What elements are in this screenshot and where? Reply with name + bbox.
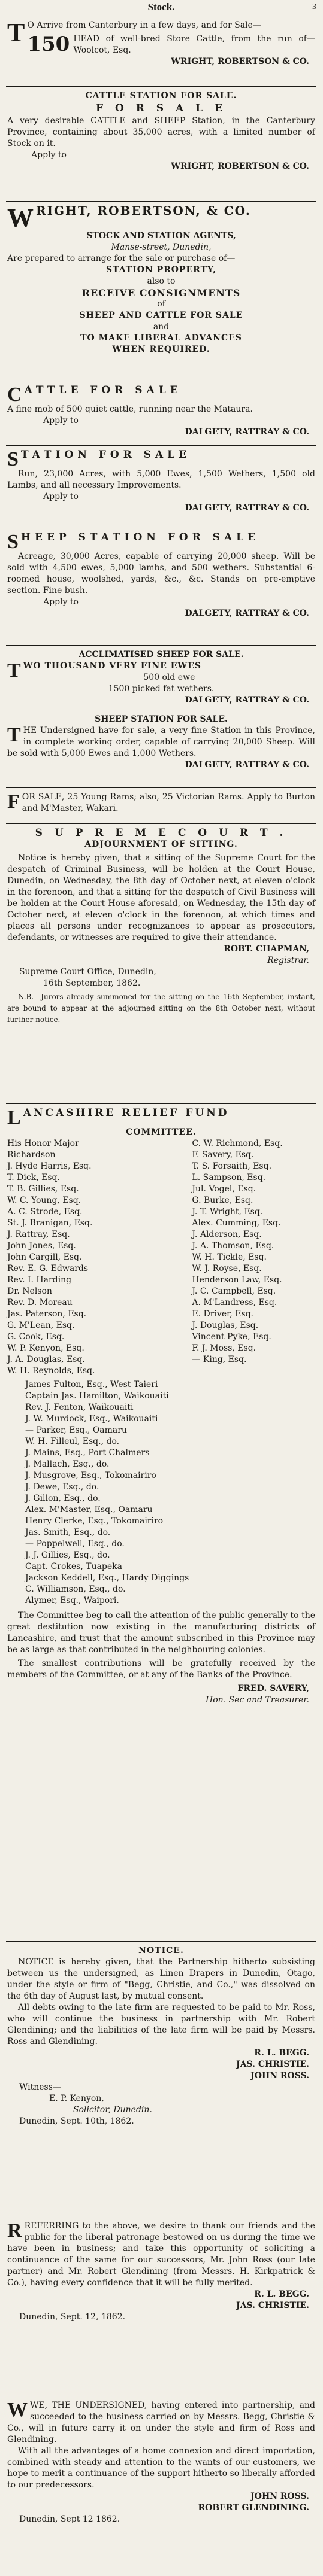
committee-member: J. A. Thomson, Esq. [192,1241,274,1251]
notice-witness-name: E. P. Kenyon, [49,2094,104,2103]
station-for-sale-ad: STATION FOR SALE Run, 23,000 Acres, with 5,000 Ewes, 1,500 Wethers, 1,500 old Lambs, and all necessary Improvements. Apply to DALGETY, RATTRAY & CO. [6,446,316,528]
committee-member: Alymer, Esq., Waipori. [25,1596,119,1605]
ad-line: STATION PROPERTY, [105,265,217,275]
ad-apply: Apply to [31,150,67,160]
cattle-station-ad [6,87,316,202]
ad-apply: Apply to [43,492,79,501]
committee-right-column [192,1138,315,1377]
committee-member: T. S. Forsaith, Esq. [192,1161,272,1171]
committee-left-column [7,1138,192,1377]
notice-title: NOTICE. [138,1946,184,1955]
committee-member: Richardson [7,1150,56,1160]
committee-member: T. Dick, Esq. [7,1173,60,1182]
page-header [6,0,316,16]
committee-member: Vincent Pyke, Esq. [192,1332,271,1342]
ad-body: Run, 23,000 Acres, with 5,000 Ewes, 1,500 Wethers, 1,500 old Lambs, and all necessary Improvements. [7,469,315,490]
committee-member: Henry Clerke, Esq., Tokomairiro [25,1516,164,1526]
committee-member: Jackson Keddell, Esq., Hardy Diggings [25,1573,189,1583]
committee-member: — King, Esq. [192,1355,247,1364]
committee-member: John Cargill, Esq. [7,1252,82,1262]
notice-body: REFERRING to the above, we desire to thank our friends and the public for the liberal patronage bestowed on us during the time we have been in business; and take this opportunity of soliciting a continuance of the same for our successors, Mr. John Ross (our late partner) and Mr. Robert Glendining (from Messrs. H. Kirkpatrick & Co.), having every confidence that it will be fully merited. [7,2221,315,2288]
stock-agents-ad: WRIGHT, ROBERTSON, & CO. STOCK AND STATION AGENTS, Manse-street, Dunedin, Are prepared to arrange for the sale or purchase of— STATION PROPERTY, also to RECEIVE CONSIGNMENTS of SHEEP AND CATTLE FOR SALE and TO MAKE LIBERAL ADVANCES WHEN REQUIRED. [6,202,316,381]
section-title: Stock. [147,1,175,13]
ad-signature: DALGETY, RATTRAY & CO. [185,503,309,513]
committee-member: — Parker, Esq., Oamaru [25,1425,127,1435]
notice-body: All debts owing to the late firm are requested to be paid to Mr. Ross, who will continue the business in partnership with Mr. Robert Glendining; and the liabilities of the late firm will be paid by Messrs. Ross and Glendining. [7,2003,315,2046]
ad-subtitle: STOCK AND STATION AGENTS, [86,231,236,241]
committee-member: W. H. Reynolds, Esq. [7,1366,95,1376]
ad-apply: Apply to [43,597,79,607]
notice-body: Notice is hereby given, that a sitting of the Supreme Court for the despatch of Criminal Business, will be holden at the Court House, Dunedin, on Wednesday, the 8th day of October next, at eleven o'clock in the forenoon, and that a sitting for the despatch of Civil Business will be holden at the Court House aforesaid, on Wednesday, the 15th day of October next, at eleven o'clock in the forenoon, at which times and places all persons under recognizances to appear as prosecutors, defendants, or witnesses are required to give their attendance. [7,853,315,942]
page-number: 3 [312,2,316,11]
committee-member: G. Cook, Esq. [7,1332,65,1342]
fund-signature-role: Hon. Sec and Treasurer. [206,1695,309,1705]
committee-member: J. J. Gillies, Esq., do. [25,1550,110,1560]
notice-signature: R. L. BEGG. [254,2048,309,2058]
notice-nb: N.B.—Jurors already summoned for the sitting on the 16th September, instant, are bound to appear at the adjourned sitting on the 8th October next, without further notice. [7,993,315,1024]
committee-member: Rev. D. Moreau [7,1298,73,1307]
committee-member: His Honor Major [7,1139,79,1148]
committee-member: J. Mallach, Esq., do. [25,1459,110,1469]
committee-member: G. Burke, Esq. [192,1196,253,1205]
notice-witness-role: Solicitor, Dunedin. [73,2105,152,2115]
fund-body: The smallest contributions will be gratefully received by the members of the Committee, or at any of the Banks of the Province. [7,1659,315,1680]
committee-member: Dr. Nelson [7,1287,52,1296]
committee-member: W. J. Royse, Esq. [192,1264,262,1273]
ad-signature: DALGETY, RATTRAY & CO. [185,609,309,618]
ad-heading: F O R S A L E [96,102,227,114]
committee-member: J. Hyde Harris, Esq. [7,1161,92,1171]
ad-body: A very desirable CATTLE and SHEEP Station, in the Canterbury Province, containing about 35,000 acres, with a limited number of Stock on it. [7,116,315,148]
fund-signature: FRED. SAVERY, [237,1684,309,1693]
ad-title: CATTLE STATION FOR SALE. [85,91,237,101]
committee-member: J. Musgrove, Esq., Tokomairiro [25,1471,156,1480]
committee-member: C. W. Richmond, Esq. [192,1139,283,1148]
ad-title: SHEEP STATION FOR SALE. [95,714,228,724]
sheep-station-ad: SHEEP STATION FOR SALE Acreage, 30,000 Acres, capable of carrying 20,000 sheep. Will be sold with 4,500 ewes, 5,000 lambs, and 500 wethers. Substantial 6-roomed house, woolshed, yards, &c., &c. Stands on pre-emptive section. Fine bush. Apply to DALGETY, RATTRAY & CO. [6,528,316,646]
notice-date: 16th September, 1862. [43,978,141,988]
ad-line: and [153,322,170,331]
rams-for-sale-ad: FOR SALE, 25 Young Rams; also, 25 Victorian Rams. Apply to Burton and M'Master, Wakari. [6,788,316,824]
committee-member: J. A. Douglas, Esq. [7,1355,85,1364]
notice-signature: ROBERT GLENDINING. [198,2503,309,2513]
committee-member: W. H. Filleul, Esq., do. [25,1437,120,1446]
committee-member: C. Williamson, Esq., do. [25,1584,126,1594]
partnership-dissolution-notice [6,1942,316,2217]
fund-body: The Committee beg to call the attention of the public generally to the great destitution now existing in the manufacturing districts of Lancashire, and trust that the amount subscribed in this Province may be as large as that contributed in the neighbouring colonies. [7,1611,315,1655]
committee-member: J. Mains, Esq., Port Chalmers [25,1448,150,1458]
ad-title: HEEP STATION FOR SALE [20,531,260,543]
advert-column [6,0,316,2576]
ad-line: 1500 picked fat wethers. [108,684,215,694]
ad-body: A fine mob of 500 quiet cattle, running near the Mataura. [7,405,253,414]
committee-member: A. C. Strode, Esq. [7,1207,83,1216]
committee-list [7,1138,315,1377]
ad-signature: DALGETY, RATTRAY & CO. [185,760,309,770]
notice-date: Dunedin, Sept. 12, 1862. [19,2312,126,2322]
notice-signature: ROBT. CHAPMAN, [224,944,309,954]
committee-member: Jas. Smith, Esq., do. [25,1528,111,1537]
committee-member: Rev. E. G. Edwards [7,1264,89,1273]
sheep-station-undersigned-ad: SHEEP STATION FOR SALE. THE Undersigned have for sale, a very fine Station in this Province, in complete working order, capable of carrying 20,000 Sheep. Will be sold with 5,000 Ewes and 1,000 Wethers. DALGETY, RATTRAY & CO. [6,710,316,788]
supreme-court-notice [6,824,316,1104]
committee-member: John Jones, Esq. [7,1241,76,1251]
ad-body: Acreage, 30,000 Acres, capable of carrying 20,000 sheep. Will be sold with 4,500 ewes, 5,000 lambs, and 500 wethers. Substantial 6-roomed house, woolshed, yards, &c., &c. Stands on pre-emptive section. Fine bush. [7,552,315,595]
committee-member: J. Rattray, Esq. [7,1230,70,1239]
ad-address: Manse-street, Dunedin, [111,242,212,252]
committee-member: Captain Jas. Hamilton, Waikouaiti [25,1391,169,1401]
ad-line: SHEEP AND CATTLE FOR SALE [79,311,243,320]
acclimatised-sheep-ad: ACCLIMATISED SHEEP FOR SALE. TWO THOUSAND VERY FINE EWES 500 old ewe 1500 picked fat wethers. DALGETY, RATTRAY & CO. [6,646,316,710]
committee-member: T. B. Gillies, Esq. [7,1184,79,1194]
committee-member: W. H. Tickle, Esq. [192,1252,267,1262]
committee-member: W. P. Kenyon, Esq. [7,1343,84,1353]
fund-heading: ANCASHIRE RELIEF FUND [23,1107,230,1119]
ad-title: ATTLE FOR SALE [24,384,182,396]
committee-member: Rev. J. Fenton, Waikouaiti [25,1403,134,1412]
ad-line: 500 old ewe [143,673,195,682]
notice-signature: JOHN ROSS. [250,2492,309,2501]
committee-member: Alex. Cumming, Esq. [192,1218,281,1228]
ad-line: WO THOUSAND VERY FINE EWES [23,661,201,671]
notice-date: Dunedin, Sept 12 1862. [19,2514,120,2524]
ad-signature: WRIGHT, ROBERTSON & CO. [171,57,309,66]
notice-signature: JAS. CHRISTIE. [236,2060,309,2069]
ad-signature: DALGETY, RATTRAY & CO. [185,695,309,705]
committee-member: Henderson Law, Esq. [192,1275,282,1285]
notice-office: Supreme Court Office, Dunedin, [19,967,156,977]
ad-line: of [157,299,165,309]
ad-body: OR SALE, 25 Young Rams; also, 25 Victorian Rams. Apply to Burton and M'Master, Wakari. [22,792,315,813]
committee-member: J. Douglas, Esq. [192,1321,259,1330]
notice-signature: JOHN ROSS. [250,2071,309,2081]
committee-member: A. M'Landress, Esq. [192,1298,277,1307]
committee-member: Rev. I. Harding [7,1275,72,1285]
notice-date: Dunedin, Sept. 10th, 1862. [19,2116,134,2126]
ad-line: Are prepared to arrange for the sale or purchase of— [7,254,236,263]
committee-label: COMMITTEE. [126,1127,197,1137]
ad-title: TATION FOR SALE [20,449,191,461]
ad-signature: DALGETY, RATTRAY & CO. [185,427,309,437]
cattle-arrival-ad: T O Arrive from Canterbury in a few days, and for Sale— 150 HEAD of well-bred Store Cattle, from the run of— Woolcot, Esq. WRIGHT, ROBERTSON & CO. [6,16,316,87]
new-partnership-notice: WWE, THE UNDERSIGNED, having entered into partnership, and succeeded to the business carried on by Messrs. Begg, Christie & Co., will in future carry it on under the style and firm of Ross and Glendining. With all the advantages of a home connexion and direct importation, combined with steady and attention to the wants of our customers, we hope to merit a continuance of the support hitherto so liberally afforded to our predecessors. JOHN ROSS. ROBERT GLENDINING. Dunedin, Sept 12 1862. [7,2399,315,2524]
committee-member: J. Alderson, Esq. [192,1230,262,1239]
committee-member: J. C. Campbell, Esq. [192,1287,276,1296]
ad-signature: WRIGHT, ROBERTSON & CO. [171,162,309,171]
committee-member: — Poppelwell, Esq., do. [25,1539,125,1549]
notice-signature-role: Registrar. [267,956,309,965]
notice-signature: JAS. CHRISTIE. [236,2301,309,2310]
committee-member: L. Sampson, Esq. [192,1173,266,1182]
notice-heading: S U P R E M E C O U R T . [35,827,288,839]
committee-member: J. W. Murdock, Esq., Waikouaiti [25,1414,158,1424]
committee-member: Alex. M'Master, Esq., Oamaru [25,1505,153,1514]
notice-signature: R. L. BEGG. [254,2289,309,2299]
committee-member: F. J. Moss, Esq. [192,1343,256,1353]
ad-title: ACCLIMATISED SHEEP FOR SALE. [79,650,244,659]
committee-member: E. Driver, Esq. [192,1309,253,1319]
committee-member: J. Gillon, Esq., do. [25,1494,101,1503]
notice-body: NOTICE is hereby given, that the Partnership hitherto subsisting between us the undersigned, as Linen Drapers in Dunedin, Otago, under the style or firm of "Begg, Christie, and Co.," was dissolved on the 6th day of August last, by mutual consent. [7,1957,315,2001]
committee-member: Jul. Vogel, Esq. [192,1184,256,1194]
cattle-for-sale-ad: CATTLE FOR SALE A fine mob of 500 quiet cattle, running near the Mataura. Apply to DALGETY, RATTRAY & CO. [6,381,316,446]
ad-body: HEAD of well-bred Store Cattle, from the run of— Woolcot, Esq. [73,34,315,55]
notice-body: With all the advantages of a home connexion and direct importation, combined with steady and attention to the wants of our customers, we hope to merit a continuance of the support hitherto so liberally afforded to our predecessors. [7,2446,315,2490]
notice-body: WE, THE UNDERSIGNED, having entered into partnership, and succeeded to the business carried on by Messrs. Begg, Christie & Co., will in future carry it on under the style and firm of Ross and Glendining. [7,2401,315,2444]
committee-member: J. T. Wright, Esq. [192,1207,263,1216]
committee-member: St. J. Branigan, Esq. [7,1218,93,1228]
ad-line: WHEN REQUIRED. [112,345,210,354]
committee-member: Jas. Paterson, Esq. [7,1309,87,1319]
ad-apply: Apply to [43,416,79,425]
ad-line: TO MAKE LIBERAL ADVANCES [80,333,242,343]
committee-member: F. Savery, Esq. [192,1150,254,1160]
committee-member: W. C. Young, Esq. [7,1196,81,1205]
lancashire-relief-fund: LANCASHIRE RELIEF FUND COMMITTEE. His Honor Major Richardson J. Hyde Harris, Esq. T. Dick, Esq. T. B. Gillies, Esq. W. C. Young, Esq. A. C. Strode, Esq. St. J. Branigan, Esq. J. Rattray, Esq. John Jones, Esq. John Cargill, Esq. Rev. E. G. Edwards Rev. I. Harding Dr. Nelson Rev. D. Moreau Jas. Paterson, Esq. G. M'Lean, Esq. G. Cook, Esq. W. P. Kenyon, Esq. J. A. Douglas, Esq. W. H. Reynolds, Esq. C. W. Richmond, Esq. F. Savery, Esq. T. S. Forsaith, Esq. L. Sampson, Esq. Jul. Vogel, Esq. G. Burke, Esq. J. T. Wright, Esq. Alex. Cumming, Esq. J. Alderson, Esq. J. A. Thomson, Esq. W. H. Tickle, Esq. W. J. Royse, Esq. Henderson Law, Esq. J. C. Campbell, Esq. A. M'Landress, Esq. E. Driver, Esq. J. Douglas, Esq. Vincent Pyke, Esq. F. J. Moss, Esq. — King, Esq. James Fulton, Esq., West Taieri Captain Jas. Hamilton, Waikouaiti Rev. J. Fenton, Waikouaiti J. W. Murdock, Esq., Waikouaiti — Parker, Esq., Oamaru W. H. Filleul, Esq., do. J. Mains, Esq., Port Chalmers J. Mallach, Esq., do. J. Musgrove, Esq., Tokomairiro J. Dewe, Esq., do. J. Gillon, Esq., do. Alex. M'Master, Esq., Oamaru Henry Clerke, Esq., Tokomairiro Jas. Smith, Esq., do. — Poppelwell, Esq., do. J. J. Gillies, Esq., do. Capt. Crokes, Tuapeka Jackson Keddell, Esq., Hardy Diggings C. Williamson, Esq., do. Alymer, Esq., Waipori. The Committee beg to call the attention of the public generally to the great destitution now existing in the manufacturing districts of Lancashire, and trust that the amount subscribed in this Province may be as large as that contributed in the neighbouring colonies. The smallest contributions will be gratefully received by the members of the Committee, or at any of the Banks of the Province. FRED. SAVERY, Hon. Sec and Treasurer. [6,1104,316,1942]
ad-title: RIGHT, ROBERTSON, & CO. [36,203,251,218]
ad-line: RECEIVE CONSIGNMENTS [81,287,241,299]
notice-title: ADJOURNMENT OF SITTING. [84,840,238,849]
ad-body: HE Undersigned have for sale, a very fine Station in this Province, in complete working order, capable of carrying 20,000 Sheep. Will be sold with 5,000 Ewes and 1,000 Wethers. [7,726,315,758]
committee-member: J. Dewe, Esq., do. [25,1482,99,1492]
partnership-thanks-notice: RREFERRING to the above, we desire to thank our friends and the public for the liberal patronage bestowed on us during the time we have been in business; and take this opportunity of soliciting a continuance of the same for our successors, Mr. John Ross (our late partner) and Mr. Robert Glendining (from Messrs. H. Kirkpatrick & Co.), having every confidence that it will be fully merited. R. L. BEGG. JAS. CHRISTIE. Dunedin, Sept. 12, 1862. [6,2217,316,2396]
committee-member: G. M'Lean, Esq. [7,1321,75,1330]
ad-line: also to [147,276,176,286]
head-count: 150 [27,32,70,56]
ad-lead: O Arrive from Canterbury in a few days, and for Sale— [27,20,261,30]
country-members-list [7,1379,315,1607]
committee-member: Capt. Crokes, Tuapeka [25,1562,123,1571]
committee-member: James Fulton, Esq., West Taieri [25,1380,158,1389]
notice-witness: Witness— [19,2082,61,2092]
